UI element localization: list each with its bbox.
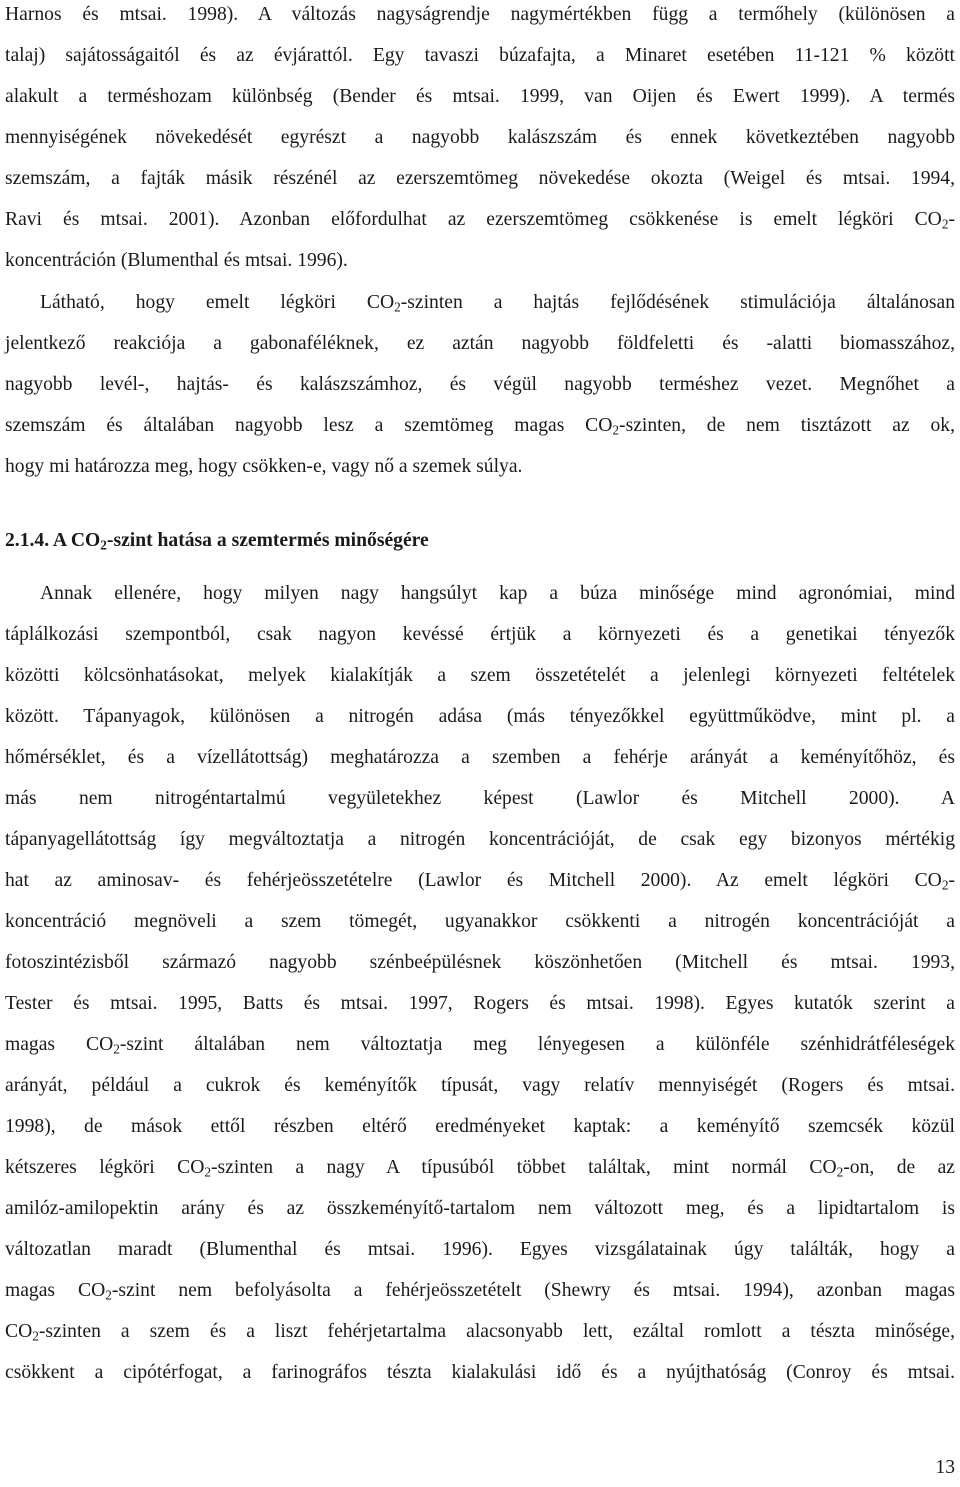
text-line: szemszám és általában nagyobb lesz a szemtömeg magas $CO_2$-szinten, de nem tisztázott az ok, (5, 415, 955, 438)
text-line: hőmérséklet, és a vízellátottság) meghatározza a szemben a fehérje arányát a keményítőhöz, és (5, 747, 955, 768)
text-line: magas $CO_2$-szint általában nem változtatja meg lényegesen a különféle szénhidrátféleségek (5, 1034, 955, 1057)
text-line: $CO_2$-szinten a szem és a liszt fehérjetartalma alacsonyabb lett, ezáltal romlott a tészta minősége, (5, 1321, 955, 1344)
text-line: arányát, például a cukrok és keményítők típusát, vagy relatív mennyiségét (Rogers és mtsai. (5, 1075, 955, 1096)
text-line: mennyiségének növekedését egyrészt a nagyobb kalászszám és ennek következtében nagyobb (5, 127, 955, 148)
text-line: Látható, hogy emelt légköri $CO_2$-szinten a hajtás fejlődésének stimulációja általánosan (40, 292, 955, 315)
text-line: jelentkező reakciója a gabonaféléknek, ez aztán nagyobb földfeletti és -alatti biomasszához, (5, 333, 955, 354)
text-line: 1998), de mások ettől részben eltérő eredményeket kaptak: a keményítő szemcsék közül (5, 1116, 955, 1137)
text-line: amilóz-amilopektin arány és az összkeményítő-tartalom nem változott meg, és a lipidtartalom is (5, 1198, 955, 1219)
text-line: koncentráción (Blumenthal és mtsai. 1996). (5, 250, 348, 271)
text-line: koncentráció megnöveli a szem tömegét, ugyanakkor csökkenti a nitrogén koncentrációját a (5, 911, 955, 932)
text-line: közötti kölcsönhatásokat, melyek kialakítják a szem összetételét a jelenlegi környezeti feltételek (5, 665, 955, 686)
text-line: Harnos és mtsai. 1998). A változás nagyságrendje nagymértékben függ a termőhely (különösen a (5, 4, 955, 25)
text-line: Ravi és mtsai. 2001). Azonban előfordulhat az ezerszemtömeg csökkenése is emelt légköri $CO_2-$ (5, 209, 955, 232)
text-line: nagyobb levél-, hajtás- és kalászszámhoz, és végül nagyobb terméshez vezet. Megnőhet a (5, 374, 955, 395)
text-line: fotoszintézisből származó nagyobb szénbeépülésnek köszönhetően (Mitchell és mtsai. 1993, (5, 952, 955, 973)
text-line: csökkent a cipótérfogat, a farinográfos tészta kialakulási idő és a nyújthatóság (Conroy és mtsai. (5, 1362, 955, 1383)
text-line: hogy mi határozza meg, hogy csökken-e, vagy nő a szemek súlya. (5, 456, 523, 477)
text-line: talaj) sajátosságaitól és az évjárattól. Egy tavaszi búzafajta, a Minaret esetében 11-121 % között (5, 45, 955, 66)
section-heading: 2.1.4. A $CO_2$-szint hatása a szemtermés minőségére (5, 530, 429, 553)
text-line: változatlan maradt (Blumenthal és mtsai. 1996). Egyes vizsgálatainak úgy találták, hogy a (5, 1239, 955, 1260)
text-line: magas $CO_2$-szint nem befolyásolta a fehérjeösszetételt (Shewry és mtsai. 1994), azonban magas (5, 1280, 955, 1303)
text-line: más nem nitrogéntartalmú vegyületekhez képest (Lawlor és Mitchell 2000). A (5, 788, 955, 809)
text-line: Annak ellenére, hogy milyen nagy hangsúlyt kap a búza minősége mind agronómiai, mind (40, 583, 955, 604)
text-line: táplálkozási szempontból, csak nagyon kevéssé értjük a környezeti és a genetikai tényezők (5, 624, 955, 645)
text-line: kétszeres légköri $CO_2$-szinten a nagy A típusúból többet találtak, mint normál $CO_2-on$, de az (5, 1157, 955, 1180)
text-line: hat az aminosav- és fehérjeösszetételre (Lawlor és Mitchell 2000). Az emelt légköri $CO_2-$ (5, 870, 955, 893)
text-line: között. Tápanyagok, különösen a nitrogén adása (más tényezőkkel együttműködve, mint pl. a (5, 706, 955, 727)
text-line: Tester és mtsai. 1995, Batts és mtsai. 1997, Rogers és mtsai. 1998). Egyes kutatók szerint a (5, 993, 955, 1014)
text-line: alakult a terméshozam különbség (Bender és mtsai. 1999, van Oijen és Ewert 1999). A termés (5, 86, 955, 107)
text-line: szemszám, a fajták másik részénél az ezerszemtömeg növekedése okozta (Weigel és mtsai. 1994, (5, 168, 955, 189)
text-line: tápanyagellátottság így megváltoztatja a nitrogén koncentrációját, de csak egy bizonyos mértékig (5, 829, 955, 850)
page-number: 13 (935, 1457, 955, 1478)
